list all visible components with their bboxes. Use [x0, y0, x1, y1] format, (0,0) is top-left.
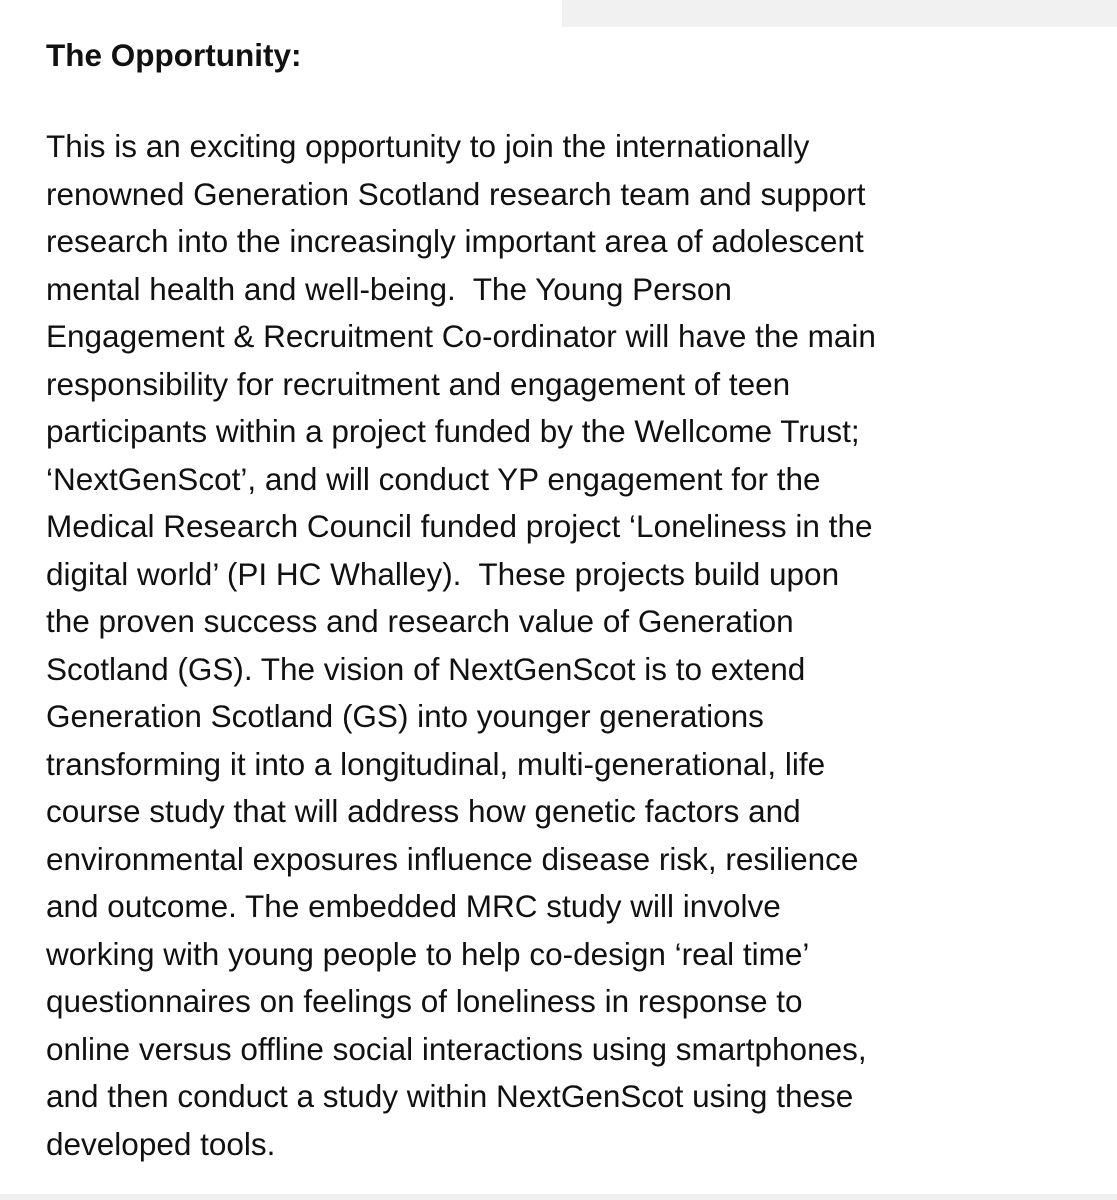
- text-line: research into the increasingly important area of adolescent: [46, 223, 864, 259]
- text-line: Generation Scotland (GS) into younger generations: [46, 698, 764, 734]
- text-line: renowned Generation Scotland research team and support: [46, 175, 866, 212]
- text-line: developed tools.: [46, 1125, 276, 1162]
- text-line: and then conduct a study within NextGenScot using these: [46, 1078, 854, 1114]
- text-line: responsibility for recruitment and engagement of teen: [46, 365, 791, 402]
- text-line: the proven success and research value of Generation: [46, 603, 794, 639]
- section-heading: The Opportunity:: [46, 37, 302, 73]
- bottom-edge-band: [0, 1194, 1117, 1200]
- text-line: participants within a project funded by the Wellcome Trust;: [46, 413, 860, 449]
- text-line: online versus offline social interactions using smartphones,: [46, 1030, 867, 1067]
- opportunity-paragraph: [46, 123, 1106, 1168]
- text-line: course study that will address how genetic factors and: [46, 793, 801, 829]
- paragraph-gap: [46, 80, 1106, 123]
- text-line: questionnaires on feelings of loneliness in response to: [46, 983, 803, 1019]
- text-line: Medical Research Council funded project ‘Loneliness in the: [46, 508, 873, 544]
- text-line: transforming it into a longitudinal, multi-generational, life: [46, 745, 826, 782]
- text-line: ‘NextGenScot’, and will conduct YP engagement for the: [46, 460, 821, 497]
- text-line: Engagement & Recruitment Co-ordinator will have the main: [46, 318, 876, 354]
- top-edge-band: [562, 0, 1117, 27]
- text-line: digital world’ (PI HC Whalley). These projects build upon: [46, 555, 840, 592]
- text-line: environmental exposures influence disease risk, resilience: [46, 840, 859, 877]
- text-line: This is an exciting opportunity to join the internationally: [46, 128, 810, 164]
- text-line: and outcome. The embedded MRC study will involve: [46, 888, 781, 924]
- text-line: Scotland (GS). The vision of NextGenScot is to extend: [46, 650, 806, 687]
- document-body: [46, 31, 1106, 1168]
- text-line: mental health and well-being. The Young Person: [46, 270, 732, 307]
- text-line: working with young people to help co-design ‘real time’: [46, 935, 810, 972]
